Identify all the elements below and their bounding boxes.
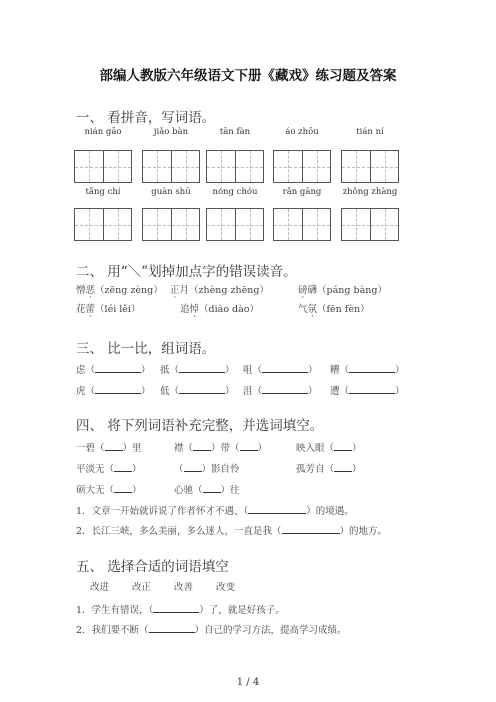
options: （zhèng zhēng） <box>189 285 269 296</box>
pinyin: tǎng chí <box>85 187 121 197</box>
text: （ <box>174 464 184 475</box>
pinyin: zhǒng zhàng <box>342 187 398 197</box>
answer-blank[interactable] <box>282 524 340 534</box>
text: 孤芳自（ <box>296 464 335 475</box>
text: 2．我们要不断（ <box>76 625 149 636</box>
char: 抵 <box>160 365 170 376</box>
section-4-heading: 四、 将下列词语补充完整，并选词填空。 <box>76 418 324 434</box>
writing-grid[interactable] <box>142 150 200 183</box>
reading-item <box>170 282 269 296</box>
writing-grid[interactable] <box>74 150 132 183</box>
text: ）里 <box>122 443 142 454</box>
options: （diào dào） <box>199 304 260 315</box>
idiom-item <box>174 461 240 475</box>
text: ）的地方。 <box>339 526 388 537</box>
answer-blank[interactable] <box>95 363 141 373</box>
dotted-char: 恶 <box>85 285 96 296</box>
writing-grid[interactable] <box>341 208 399 241</box>
idiom-item <box>174 440 267 454</box>
idiom-item <box>76 461 142 475</box>
writing-grid[interactable] <box>206 150 264 183</box>
char: 糟 <box>330 365 340 376</box>
char: 花 <box>76 304 86 315</box>
compare-item: 糟（ ） <box>330 365 405 376</box>
compare-item: 咀（ ） <box>243 365 318 376</box>
pinyin: nóng chóu <box>212 187 258 197</box>
text: ）自己的学习方法，提高学习成绩。 <box>194 625 347 636</box>
char: 气 <box>298 304 308 315</box>
char: 憎 <box>76 285 86 296</box>
pinyin: jiǎo bàn <box>153 127 189 137</box>
idiom-item <box>76 482 142 496</box>
idiom-item <box>76 440 142 454</box>
reading-item <box>180 301 259 315</box>
answer-blank[interactable] <box>334 441 352 451</box>
reading-item <box>298 301 370 315</box>
answer-blank[interactable] <box>179 363 225 373</box>
word <box>298 285 317 296</box>
idiom-item <box>296 440 362 454</box>
word <box>170 285 189 296</box>
writing-grid[interactable] <box>273 150 331 183</box>
word <box>76 285 95 296</box>
answer-blank[interactable] <box>349 384 395 394</box>
word <box>298 304 317 315</box>
writing-grid[interactable] <box>341 150 399 183</box>
question-1 <box>76 503 354 517</box>
reading-item <box>76 282 163 296</box>
page-number: 1 / 4 <box>236 677 260 688</box>
reading-item <box>298 282 387 296</box>
char: 咀 <box>243 365 253 376</box>
char: 虑 <box>76 365 86 376</box>
text: ） <box>132 464 142 475</box>
text: 一碧（ <box>76 443 105 454</box>
text: ） <box>352 443 362 454</box>
pinyin: rǎn gāng <box>282 187 322 197</box>
text: ） <box>132 485 142 496</box>
question-1 <box>76 602 285 616</box>
section-3-heading: 三、 比一比，组词语。 <box>76 341 216 357</box>
char: 遭 <box>330 386 340 397</box>
answer-blank[interactable] <box>114 483 132 493</box>
text: 1．文章一开始就诉说了作者怀才不遇、（ <box>76 506 249 517</box>
writing-grid[interactable] <box>273 208 331 241</box>
options: （léi lěi） <box>95 304 141 315</box>
text: 2．长江三峡，多么美丽，多么迷人，一直是我（ <box>76 526 282 537</box>
answer-blank[interactable] <box>240 441 258 451</box>
text: ）影自怜 <box>201 464 240 475</box>
pinyin: nián gāo <box>84 127 122 137</box>
text: 映入眼（ <box>296 443 335 454</box>
word-option: 改变 <box>216 582 236 593</box>
dotted-char: 正 <box>170 285 180 296</box>
pinyin: áo zhōu <box>285 127 319 137</box>
char: 虎 <box>76 386 86 397</box>
dotted-char: 蕾 <box>85 304 96 315</box>
options: （fēn fèn） <box>317 304 370 315</box>
text: ） <box>352 464 362 475</box>
text: 襟（ <box>174 443 194 454</box>
question-2 <box>76 622 347 636</box>
section-2-heading: 二、 用“＼”划掉加点字的错误读音。 <box>76 264 297 280</box>
pinyin: tān fàn <box>219 127 251 137</box>
answer-blank[interactable] <box>179 384 225 394</box>
text: ）了，就是好孩子。 <box>199 605 285 616</box>
section-5-heading: 五、 选择合适的词语填空 <box>76 559 229 575</box>
pinyin: tián ní <box>356 127 384 137</box>
text: 心驰（ <box>174 485 203 496</box>
writing-grid[interactable] <box>142 208 200 241</box>
text: ）的境遇。 <box>306 506 354 517</box>
answer-blank[interactable] <box>248 504 306 514</box>
compare-item: 遭（ ） <box>330 386 405 397</box>
question-2 <box>76 523 387 537</box>
char: 月 <box>179 285 190 296</box>
compare-item: 虎（ ） <box>76 386 151 397</box>
compare-item: 低（ ） <box>160 386 235 397</box>
answer-blank[interactable] <box>262 384 308 394</box>
word-option: 改善 <box>174 582 194 593</box>
dotted-char: 氛 <box>307 304 318 315</box>
text: 1．学生有错误，（ <box>76 605 154 616</box>
writing-grid[interactable] <box>74 208 132 241</box>
page-title: 部编人教版六年级语文下册《藏戏》练习题及答案 <box>99 68 397 84</box>
dotted-char: 磅 <box>298 285 308 296</box>
compare-item: 沮（ ） <box>243 386 318 397</box>
section-1-heading: 一、 看拼音，写词语。 <box>76 110 216 126</box>
compare-item: 抵（ ） <box>160 365 235 376</box>
idiom-item <box>174 482 240 496</box>
char: 追 <box>180 304 190 315</box>
char: 低 <box>160 386 170 397</box>
text: ）带（ <box>211 443 240 454</box>
answer-blank[interactable] <box>184 462 202 472</box>
answer-blank[interactable] <box>349 363 395 373</box>
text: 平淡无（ <box>76 464 115 475</box>
char: 沮 <box>243 386 253 397</box>
answer-blank[interactable] <box>334 462 352 472</box>
pinyin: guàn shū <box>151 187 191 197</box>
text: 硕大无（ <box>76 485 115 496</box>
options: （zēng zèng） <box>95 285 163 296</box>
answer-blank[interactable] <box>262 363 308 373</box>
text: ） <box>257 443 268 454</box>
char: 礴 <box>307 285 318 296</box>
reading-item <box>76 301 140 315</box>
word-option: 改进 <box>90 582 110 593</box>
writing-grid[interactable] <box>206 208 264 241</box>
idiom-item <box>296 461 362 475</box>
answer-blank[interactable] <box>149 623 195 633</box>
compare-item: 虑（ ） <box>76 365 151 376</box>
answer-blank[interactable] <box>153 603 199 613</box>
word <box>76 304 95 315</box>
word-option: 改正 <box>132 582 152 593</box>
answer-blank[interactable] <box>95 384 141 394</box>
options: （páng bàng） <box>317 285 387 296</box>
answer-blank[interactable] <box>105 441 123 451</box>
word <box>180 304 199 315</box>
dotted-char: 悼 <box>189 304 200 315</box>
answer-blank[interactable] <box>193 441 211 451</box>
text: ）往 <box>220 485 240 496</box>
answer-blank[interactable] <box>114 462 132 472</box>
answer-blank[interactable] <box>203 483 221 493</box>
